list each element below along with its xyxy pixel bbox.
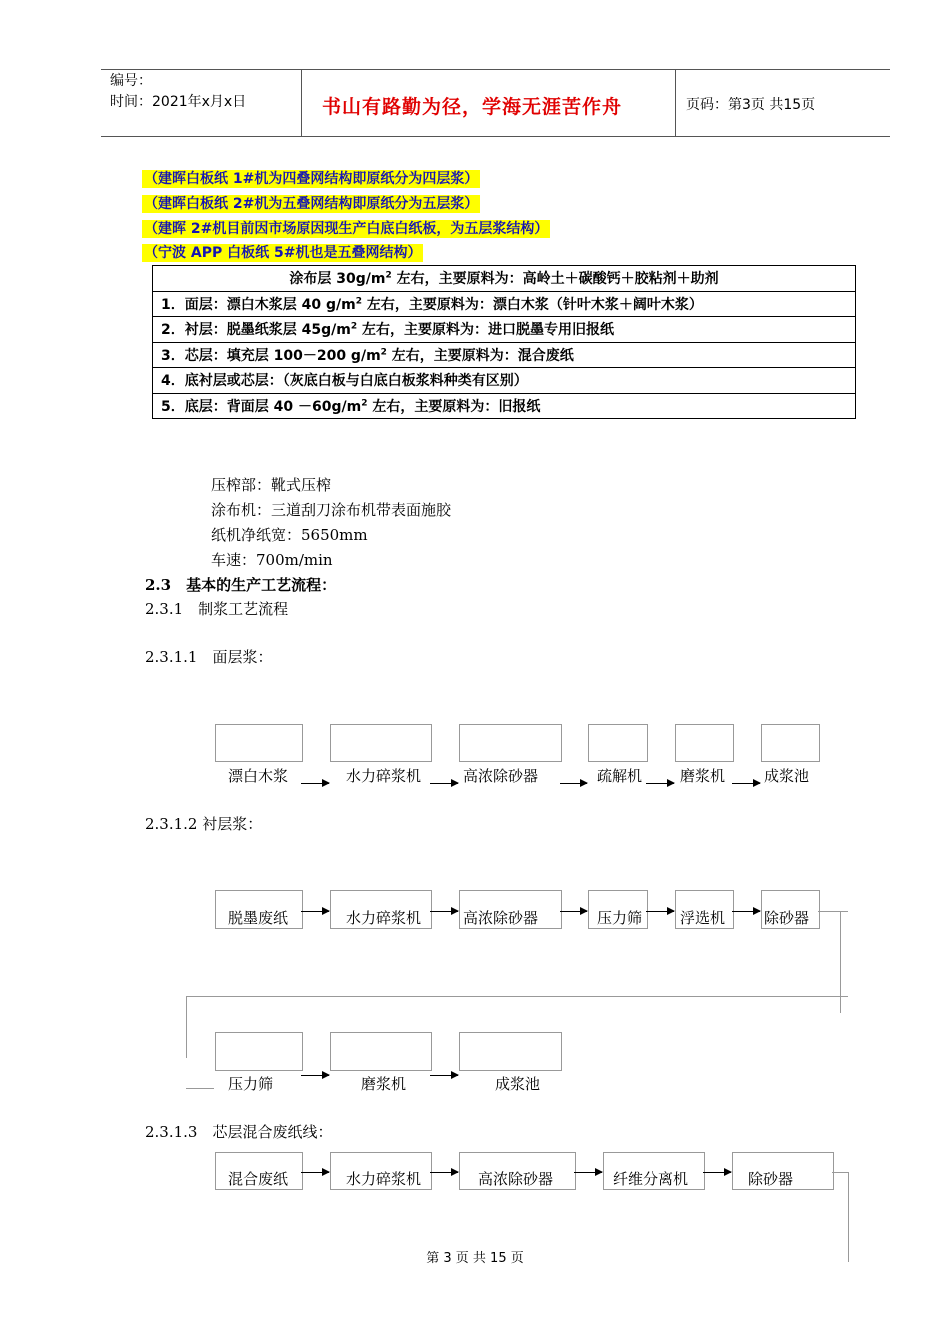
flow-arrow <box>430 1075 458 1076</box>
flow-connector <box>186 996 848 997</box>
table-cell-back-layer: 5．底层：背面层 $40 -60g/m^2$ 左右，主要原料为：旧报纸 <box>153 393 856 419</box>
table-cell-liner-layer: 2．衬层：脱墨纸浆层 $45g/m^2$ 左右，主要原料为：进口脱墨专用旧报纸 <box>153 317 856 343</box>
flow-arrow <box>574 1172 602 1173</box>
flow-box <box>675 724 734 762</box>
flow-box <box>459 1032 562 1071</box>
header-number-label: 编号： <box>110 73 152 89</box>
header-divider-left <box>301 69 302 136</box>
table-cell-under-liner: 4．底衬层或芯层：（灰底白板与白底白板浆料种类有区别） <box>153 368 856 394</box>
spec-speed: 车速：700m/min <box>211 551 333 569</box>
flow-connector <box>840 911 841 1013</box>
flow-label: 脱墨废纸 <box>228 909 289 927</box>
header-page-label: 页码：第3页 共15页 <box>686 97 816 113</box>
flow-arrow <box>430 1172 458 1173</box>
table-row <box>153 342 856 368</box>
flow-box <box>330 1032 432 1071</box>
highlight-note-2: （建晖白板纸 2#机为五叠网结构即原纸分为五层浆） <box>144 196 479 212</box>
flow-label: 纤维分离机 <box>613 1170 689 1188</box>
table-row <box>153 393 856 419</box>
table-row <box>153 291 856 317</box>
flow-label: 除砂器 <box>764 909 810 927</box>
table-cell-coating: 涂布层 $30g/m^2$ 左右，主要原料为：高岭土＋碳酸钙＋胶粘剂＋助剂 <box>153 266 856 292</box>
flow-arrow <box>646 783 674 784</box>
flow-arrow <box>430 783 458 784</box>
flow-arrow <box>301 1172 329 1173</box>
section-2-3-1-3-heading: 2.3.1.3 芯层混合废纸线： <box>145 1123 333 1141</box>
flow-label: 浮选机 <box>680 909 726 927</box>
flow-label: 水力碎浆机 <box>346 767 422 785</box>
flow-arrow <box>301 783 329 784</box>
flow-label: 混合废纸 <box>228 1170 289 1188</box>
flow-label: 磨浆机 <box>680 767 726 785</box>
flow-box <box>330 724 432 762</box>
flow-arrow <box>646 911 674 912</box>
section-2-3-1-heading: 2.3.1 制浆工艺流程 <box>145 600 289 618</box>
flow-arrow <box>301 1075 329 1076</box>
table-row <box>153 317 856 343</box>
header-time-label: 时间：2021年x月x日 <box>110 94 247 110</box>
spec-press: 压榨部：靴式压榨 <box>211 476 332 494</box>
spec-coater: 涂布机：三道刮刀涂布机带表面施胶 <box>211 501 452 519</box>
flow-arrow <box>560 911 587 912</box>
flow-label: 成浆池 <box>764 767 810 785</box>
flow-arrow <box>732 783 760 784</box>
highlight-note-3: （建晖 2#机目前因市场原因现生产白底白纸板，为五层浆结构） <box>144 221 549 237</box>
flow-box <box>215 1032 303 1071</box>
flow-label: 水力碎浆机 <box>346 1170 422 1188</box>
flow-connector <box>186 996 187 1058</box>
header-motto: 书山有路勤为径，学海无涯苦作舟 <box>322 96 623 118</box>
flow-arrow <box>703 1172 731 1173</box>
flow-box <box>215 724 303 762</box>
flow-box <box>588 724 648 762</box>
section-2-3-1-1-heading: 2.3.1.1 面层浆： <box>145 648 273 666</box>
layer-structure-table <box>152 265 856 419</box>
flow-label: 水力碎浆机 <box>346 909 422 927</box>
table-row <box>153 368 856 394</box>
flow-label: 压力筛 <box>228 1075 274 1093</box>
flow-arrow <box>732 911 760 912</box>
section-2-3-heading: 2.3 基本的生产工艺流程： <box>145 576 337 594</box>
header-bottom-rule <box>101 136 890 137</box>
flow-label: 漂白木浆 <box>228 767 289 785</box>
flow-label: 压力筛 <box>597 909 643 927</box>
table-cell-core-layer: 3．芯层：填充层 100－200 $g/m^2$ 左右，主要原料为：混合废纸 <box>153 342 856 368</box>
spec-width: 纸机净纸宽：5650mm <box>211 526 368 544</box>
flow-label: 高浓除砂器 <box>478 1170 554 1188</box>
flow-label: 高浓除砂器 <box>463 909 539 927</box>
flow-label: 疏解机 <box>597 767 643 785</box>
page-footer: 第 3 页 共 15 页 <box>426 1251 524 1266</box>
flow-label: 成浆池 <box>495 1075 541 1093</box>
flow-connector <box>186 1088 214 1089</box>
highlight-note-4: （宁波 APP 白板纸 5#机也是五叠网结构） <box>144 245 422 261</box>
flow-box <box>761 724 820 762</box>
table-row <box>153 266 856 292</box>
flow-label: 磨浆机 <box>361 1075 407 1093</box>
flow-arrow <box>430 911 458 912</box>
flow-arrow <box>301 911 329 912</box>
header-top-rule <box>101 69 890 70</box>
flow-connector <box>818 911 848 912</box>
header-divider-right <box>675 69 676 136</box>
section-2-3-1-2-heading: 2.3.1.2 衬层浆： <box>145 815 263 833</box>
flow-box <box>459 724 562 762</box>
flow-connector <box>832 1172 848 1173</box>
flow-label: 高浓除砂器 <box>463 767 539 785</box>
flow-label: 除砂器 <box>748 1170 794 1188</box>
table-cell-face-layer: 1．面层：漂白木浆层 40 $g/m^2$ 左右，主要原料为：漂白木浆（针叶木浆＋阔叶木浆） <box>153 291 856 317</box>
flow-arrow <box>560 783 587 784</box>
highlight-note-1: （建晖白板纸 1#机为四叠网结构即原纸分为四层浆） <box>144 171 479 187</box>
